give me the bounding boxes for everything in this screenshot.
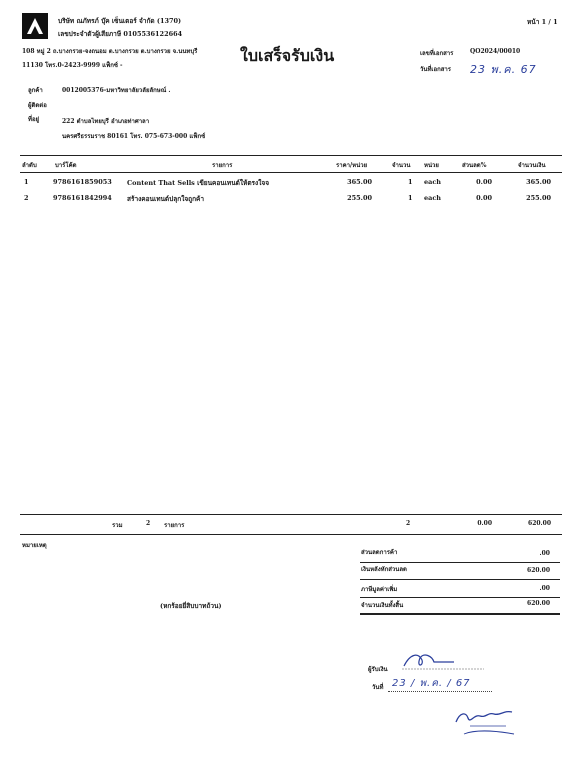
totals-rule xyxy=(360,562,560,563)
col-header-seq: ลำดับ xyxy=(22,162,37,169)
total-label: ส่วนลดการค้า xyxy=(361,549,398,556)
total-label: ภาษีมูลค่าเพิ่ม xyxy=(361,586,398,593)
customer-value: 0012005376-มหาวิทยาลัยวลัยลักษณ์ . xyxy=(62,87,171,94)
row-item-name: สร้างคอนเทนต์ปลุกใจถูกค้า xyxy=(127,195,205,203)
row-discount: 0.00 xyxy=(476,194,492,202)
company-stamp-icon xyxy=(452,704,522,740)
row-seq: 1 xyxy=(24,178,29,186)
company-address-line1: 108 หมู่ 2 ถ.บางกรวย-จงถนอม ต.บางกรวย ต.บางกรวย จ.นนทบุรี xyxy=(22,48,198,55)
row-unit-price: 365.00 xyxy=(347,178,372,186)
col-header-barcode: บาร์โค้ด xyxy=(55,162,77,169)
summary-top-rule xyxy=(20,514,562,515)
summary-item-count: 2 xyxy=(146,520,151,527)
row-discount: 0.00 xyxy=(476,178,492,186)
company-logo xyxy=(22,13,48,39)
customer-address-line2: นครศรีธรรมราช 80161 โทร. 075-673-000 แฟ็กซ์ xyxy=(62,133,206,140)
totals-rule xyxy=(360,579,560,580)
customer-label: ลูกค้า xyxy=(28,87,43,94)
company-name: บริษัท ณภัทรภ์ บุ๊ค เซ็นเตอร์ จำกัด (1370) xyxy=(58,17,182,25)
col-header-unit: หน่วย xyxy=(424,162,439,169)
col-header-discount: ส่วนลด% xyxy=(462,162,487,169)
row-qty: 1 xyxy=(408,194,413,202)
totals-rule xyxy=(360,597,560,598)
signature-date-label: วันที่ xyxy=(372,684,384,691)
table-header-rule xyxy=(20,172,562,173)
signature-date-line xyxy=(388,691,492,692)
row-amount: 365.00 xyxy=(526,178,551,186)
signature-date-handwritten: 23 / พ.ค. / 67 xyxy=(392,678,471,689)
summary-label: รวม xyxy=(112,522,123,529)
summary-discount-total: 0.00 xyxy=(477,520,492,527)
document-title: ใบเสร็จรับเงิน xyxy=(240,46,335,65)
row-qty: 1 xyxy=(408,178,413,186)
remarks-label: หมายเหตุ xyxy=(22,542,47,549)
row-seq: 2 xyxy=(24,194,29,202)
summary-bottom-rule xyxy=(20,534,562,535)
total-value: .00 xyxy=(539,550,550,557)
company-tax-id: เลขประจำตัวผู้เสียภาษี 0105536122664 xyxy=(58,30,183,38)
row-barcode: 9786161842994 xyxy=(53,194,112,202)
row-unit-price: 255.00 xyxy=(347,194,372,202)
received-by-label: ผู้รับเงิน xyxy=(368,666,388,673)
row-barcode: 9786161859053 xyxy=(53,178,112,186)
summary-item-unit: รายการ xyxy=(164,522,185,529)
total-label: จำนวนเงินทั้งสิ้น xyxy=(361,602,404,609)
total-value: .00 xyxy=(539,585,550,592)
total-value: 620.00 xyxy=(527,567,550,574)
total-value: 620.00 xyxy=(527,600,550,607)
page-number: หน้า 1 / 1 xyxy=(527,18,558,26)
totals-grand-rule xyxy=(360,613,560,615)
receiver-signature-icon xyxy=(398,650,488,672)
row-amount: 255.00 xyxy=(526,194,551,202)
address-label: ที่อยู่ xyxy=(28,116,40,123)
total-label: เงินหลังหักส่วนลด xyxy=(361,566,407,573)
doc-no-label: เลขที่เอกสาร xyxy=(420,50,454,57)
amount-in-words: (หกร้อยยี่สิบบาทถ้วน) xyxy=(160,602,222,610)
doc-date-label: วันที่เอกสาร xyxy=(420,66,451,73)
company-address-line2: 11130 โทร.0-2423-9999 แฟ็กซ์ - xyxy=(22,62,123,69)
logo-mark-icon xyxy=(23,14,47,38)
table-top-rule xyxy=(20,155,562,156)
summary-amount-total: 620.00 xyxy=(528,520,551,527)
doc-no-value: QO2024/00010 xyxy=(470,48,521,55)
col-header-item: รายการ xyxy=(212,162,233,169)
col-header-amount: จำนวนเงิน xyxy=(518,162,546,169)
customer-address-line1: 222 ตำบลไทยบุรี อำเภอท่าศาลา xyxy=(62,118,150,125)
row-unit: each xyxy=(424,178,442,186)
row-item-name: Content That Sells เขียนคอนเทนต์ให้ตรงใจจ xyxy=(127,179,270,187)
row-unit: each xyxy=(424,194,442,202)
doc-date-handwritten: 23 พ.ค. 67 xyxy=(470,63,537,76)
summary-qty-total: 2 xyxy=(406,520,411,527)
col-header-qty: จำนวน xyxy=(392,162,411,169)
contact-label: ผู้ติดต่อ xyxy=(28,102,47,109)
col-header-unit-price: ราคา/หน่วย xyxy=(336,162,368,169)
